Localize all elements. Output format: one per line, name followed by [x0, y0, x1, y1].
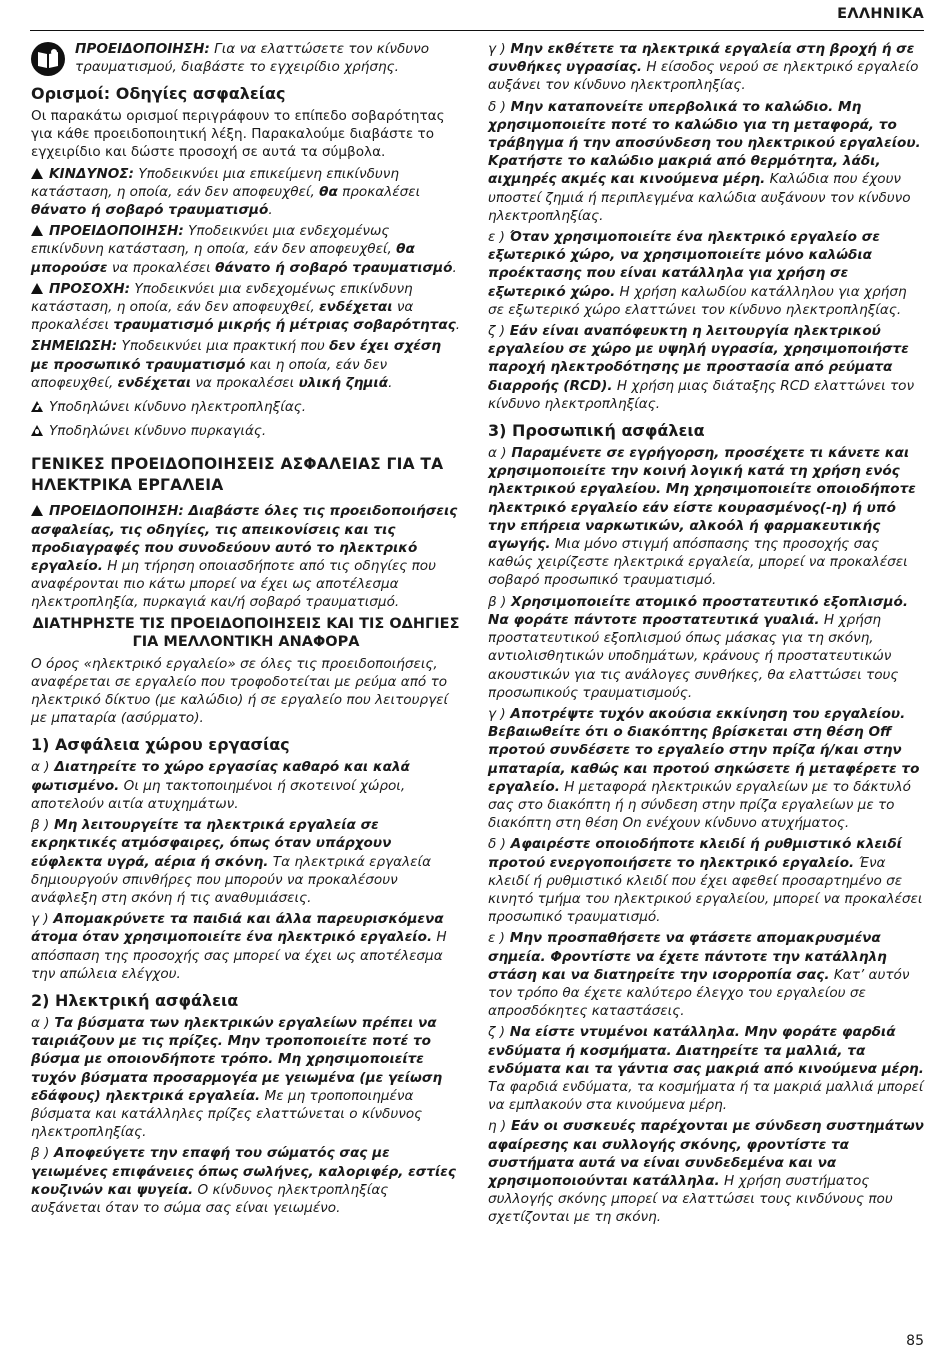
list-item: γ ) Απομακρύνετε τα παιδιά και άλλα παρευρισκόμενα άτομα όταν χρησιμοποιείτε ένα ηλεκτρικό εργαλείο. Η απόσπαση της προσοχής σας μπορεί να έχει ως αποτέλεσμα την απώλεια ελέγχου. [31, 911, 447, 982]
warning-definition: ΠΡΟΕΙΔΟΠΟΙΗΣΗ: Υποδεικνύει μια ενδεχομένως επικίνδυνη κατάσταση, η οποία, εάν δεν αποφευχθεί, θα μπορούσε να προκαλέσει θάνατο ή σοβαρό τραυματισμό. [31, 223, 457, 276]
power-tool-term: Ο όρος «ηλεκτρικό εργαλείο» σε όλες τις προειδοποιήσεις, αναφέρεται σε εργαλείο που τροφοδοτείται με ρεύμα από το ηλεκτρικό δίκτυο (με καλώδιο) ή σε εργαλείο που λειτουργεί με μπαταρία (ασύρματο). [31, 655, 449, 727]
list-item: ε ) Μην προσπαθήσετε να φτάσετε απομακρυσμένα σημεία. Φροντίστε να έχετε πάντοτε την κατάλληλη στάση και να διατηρείτε την ισορροπία σας. Κατ’ αυτόν τον τρόπο θα έχετε καλύτερο έλεγχο του εργαλείου σε απροσδόκητες καταστάσεις. [488, 930, 910, 1020]
warning-triangle-icon [31, 168, 43, 179]
warning-triangle-icon [31, 283, 43, 294]
notice-definition: ΣΗΜΕΙΩΣΗ: Υποδεικνύει μια πρακτική που δεν έχει σχέση με προσωπικό τραυματισμό και η οποία, εάν δεν αποφευχθεί, ενδέχεται να προκαλέσει υλική ζημιά. [31, 338, 442, 391]
fire-hazard-icon [31, 425, 43, 436]
list-item: η ) Εάν οι συσκευές παρέχονται με σύνδεση συστημάτων αφαίρεσης και συλλογής σκόνης, φροντίστε τα συστήματα αυτά να είναι συνδεδεμένα και να χρησιμοποιούνται κατάλληλα. Η χρήση συστήματος συλλογής σκόνης μπορεί να ελαττώσει τους κινδύνους που σχετίζονται με τη σκόνη. [488, 1118, 924, 1226]
save-instructions-title: ΔΙΑΤΗΡΗΣΤΕ ΤΙΣ ΠΡΟΕΙΔΟΠΟΙΗΣΕΙΣ ΚΑΙ ΤΙΣ ΟΔΗΓΙΕΣ ΓΙΑ ΜΕΛΛΟΝΤΙΚΗ ΑΝΑΦΟΡΑ [32, 615, 460, 650]
section-1-title: 1) Ασφάλεια χώρου εργασίας [31, 735, 290, 755]
list-item: α ) Παραμένετε σε εγρήγορση, προσέχετε τι κάνετε και χρησιμοποιείτε την κοινή λογική κατά τη χρήση ενός ηλεκτρικού εργαλείου. Μη χρησιμοποιείτε οποιοδήποτε ηλεκτρικό εργαλείο εάν είστε κουρασμένος(-η) ή υπό την επήρεια ναρκωτικών, αλκοόλ ή φαρμακευτικής αγωγής. Μια μόνο στιγμή απόσπασης της προσοχής σας καθώς χειρίζεστε ηλεκτρικά εργαλεία, μπορεί να προκαλέσει σοβαρό προσωπικό τραυματισμό. [488, 445, 916, 589]
manual-warning [31, 40, 461, 80]
read-manual-icon [31, 42, 65, 76]
warning-triangle-icon [31, 225, 43, 236]
page-number: 85 [906, 1333, 924, 1349]
list-item: ε ) Όταν χρησιμοποιείτε ένα ηλεκτρικό εργαλείο σε εξωτερικό χώρο, να χρησιμοποιείτε μόνο καλώδια προέκτασης που είναι κατάλληλα για χρήση σε εξωτερικό χώρο. Η χρήση καλωδίου κατάλληλου για χρήση σε εξωτερικό χώρο ελαττώνει τον κίνδυνο ηλεκτροπληξίας. [488, 229, 907, 318]
shock-note: Υποδηλώνει κίνδυνο ηλεκτροπληξίας. [31, 398, 461, 416]
warning-label: ΠΡΟΕΙΔΟΠΟΙΗΣΗ: [75, 41, 210, 57]
section-3-title: 3) Προσωπική ασφάλεια [488, 421, 705, 441]
list-item: ζ ) Εάν είναι αναπόφευκτη η λειτουργία ηλεκτρικού εργαλείου σε χώρο με υψηλή υγρασία, χρησιμοποιήστε παροχή ηλεκτροδότησης με προστασία από ρεύματα διαρροής (RCD). Η χρήση μιας διάταξης RCD ελαττώνει τον κίνδυνο ηλεκτροπληξίας. [488, 323, 915, 412]
warning-triangle-icon [31, 505, 43, 516]
danger-definition: ΚΙΝΔΥΝΟΣ: Υποδεικνύει μια επικείμενη επικίνδυνη κατάσταση, η οποία, εάν δεν αποφευχθεί, θα προκαλέσει θάνατο ή σοβαρό τραυματισμό. [31, 165, 421, 219]
fire-note: Υποδηλώνει κίνδυνο πυρκαγιάς. [31, 422, 461, 440]
list-item: γ ) Αποτρέψτε τυχόν ακούσια εκκίνηση του εργαλείου. Βεβαιωθείτε ότι ο διακόπτης βρίσκεται στη θέση Off προτού συνδέσετε το εργαλείο στην πρίζα ή/και στην μπαταρία, καθώς και προτού σηκώσετε ή μεταφέρετε το εργαλείο. Η μεταφορά ηλεκτρικών εργαλείων με το δάκτυλό σας στο διακόπτη ή η σύνδεση στην πρίζα εργαλείων με το διακόπτη στη θέση On ενέχουν κίνδυνο ατυχήματος. [488, 705, 920, 832]
list-item: β ) Αποφεύγετε την επαφή του σώματός σας με γειωμένες επιφάνειες όπως σωλήνες, καλοριφέρ, εστίες κουζινών και ψυγεία. Ο κίνδυνος ηλεκτροπληξίας αυξάνεται όταν το σώμα σας είναι γειωμένο. [31, 1145, 456, 1216]
left-column [31, 40, 461, 1220]
caution-definition: ΠΡΟΣΟΧΗ: Υποδεικνύει μια ενδεχομένως επικίνδυνη κατάσταση, η οποία, εάν δεν αποφευχθεί, ενδέχεται να προκαλέσει τραυματισμό μικρής ή μέτριας σοβαρότητας. [31, 280, 461, 334]
definitions-title: Ορισμοί: Οδηγίες ασφαλείας [31, 84, 286, 103]
section-2-title: 2) Ηλεκτρική ασφάλεια [31, 990, 239, 1010]
language-header: ΕΛΛΗΝΙΚΑ [837, 6, 924, 22]
general-warning: ΠΡΟΕΙΔΟΠΟΙΗΣΗ: Διαβάστε όλες τις προειδοποιήσεις ασφαλείας, τις οδηγίες, τις απεικονίσεις και τις προδιαγραφές που συνοδεύουν αυτό το ηλεκτρικό εργαλείο. Η μη τήρηση οποιασδήποτε από τις οδηγίες που αναφέρονται πιο κάτω μπορεί να έχει ως αποτέλεσμα ηλεκτροπληξία, πυρκαγιά και/ή σοβαρό τραυματισμό. [31, 503, 458, 611]
electric-shock-icon [31, 401, 43, 412]
list-item: δ ) Αφαιρέστε οποιοδήποτε κλειδί ή ρυθμιστικό κλειδί προτού ενεργοποιήσετε το ηλεκτρικό εργαλείο. Ένα κλειδί ή ρυθμιστικό κλειδί που έχει αφεθεί προσαρτημένο σε κινητό τμήμα του ηλεκτρικού εργαλείου, μπορεί να προκαλέσει προσωπικό τραυματισμό. [488, 836, 923, 926]
list-item: α ) Διατηρείτε το χώρο εργασίας καθαρό και καλά φωτισμένο. Οι μη τακτοποιημένοι ή σκοτεινοί χώροι, αποτελούν αιτία ατυχημάτων. [31, 759, 410, 812]
list-item: β ) Χρησιμοποιείτε ατομικό προστατευτικό εξοπλισμό. Να φοράτε πάντοτε προστατευτικά γυαλιά. Η χρήση προστατευτικού εξοπλισμού όπως μάσκας για τη σκόνη, αντιολισθητικών υποδημάτων, κράνους ή προστατευτικών ακουστικών για τις ανάλογες συνθήκες, θα ελαττώσει τους προσωπικούς τραυματισμούς. [488, 593, 908, 701]
list-item: γ ) Μην εκθέτετε τα ηλεκτρικά εργαλεία στη βροχή ή σε συνθήκες υγρασίας. Η είσοδος νερού σε ηλεκτρικό εργαλείο αυξάνει τον κίνδυνο ηλεκτροπληξίας. [488, 41, 919, 94]
general-warnings-title: ΓΕΝΙΚΕΣ ΠΡΟΕΙΔΟΠΟΙΗΣΕΙΣ ΑΣΦΑΛΕΙΑΣ ΓΙΑ ΤΑ ΗΛΕΚΤΡΙΚΑ ΕΡΓΑΛΕΙΑ [31, 455, 444, 495]
right-column [488, 40, 924, 1230]
list-item: δ ) Μην καταπονείτε υπερβολικά το καλώδιο. Μη χρησιμοποιείτε ποτέ το καλώδιο για τη μεταφορά, το τράβηγμα ή την αποσύνδεση του ηλεκτρικού εργαλείου. Κρατήστε το καλώδιο μακριά από θερμότητα, λάδι, αιχμηρές ακμές και κινούμενα μέρη. Καλώδια που έχουν υποστεί ζημιά ή περιπλεγμένα καλώδια αυξάνουν τον κίνδυνο ηλεκτροπληξίας. [488, 98, 921, 224]
warning-text: Για να ελαττώσετε τον κίνδυνο τραυματισμού, διαβάστε το εγχειρίδιο χρήσης. [75, 41, 430, 76]
definitions-intro: Οι παρακάτω ορισμοί περιγράφουν το επίπεδο σοβαρότητας για κάθε προειδοποιητική λέξη. Παρακαλούμε διαβάστε το εγχειρίδιο και δώστε προσοχή σε αυτά τα σύμβολα. [31, 108, 445, 161]
header-rule [30, 30, 924, 31]
list-item: ζ ) Να είστε ντυμένοι κατάλληλα. Μην φοράτε φαρδιά ενδύματα ή κοσμήματα. Διατηρείτε τα μαλλιά, τα ενδύματα και τα γάντια σας μακριά από κινούμενα μέρη. Τα φαρδιά ενδύματα, τα κοσμήματα ή τα μακριά μαλλιά μπορεί να εμπλακούν στα κινούμενα μέρη. [488, 1024, 924, 1114]
list-item: β ) Μη λειτουργείτε τα ηλεκτρικά εργαλεία σε εκρηκτικές ατμόσφαιρες, όπως όταν υπάρχουν εύφλεκτα υγρά, αέρια ή σκόνη. Τα ηλεκτρικά εργαλεία δημιουργούν σπινθήρες που μπορούν να προκαλέσουν ανάφλεξη στη σκόνη ή τις αναθυμιάσεις. [31, 817, 432, 906]
list-item: α ) Τα βύσματα των ηλεκτρικών εργαλείων πρέπει να ταιριάζουν με τις πρίζες. Μην τροποποιείτε ποτέ το βύσμα με οποιονδήποτε τρόπο. Μη χρησιμοποιείτε τυχόν βύσματα προσαρμογέα με γειωμένα (με γείωση εδάφους) ηλεκτρικά εργαλεία. Με μη τροποποιημένα βύσματα και κατάλληλες πρίζες ελαττώνεται ο κίνδυνος ηλεκτροπληξίας. [31, 1014, 443, 1141]
